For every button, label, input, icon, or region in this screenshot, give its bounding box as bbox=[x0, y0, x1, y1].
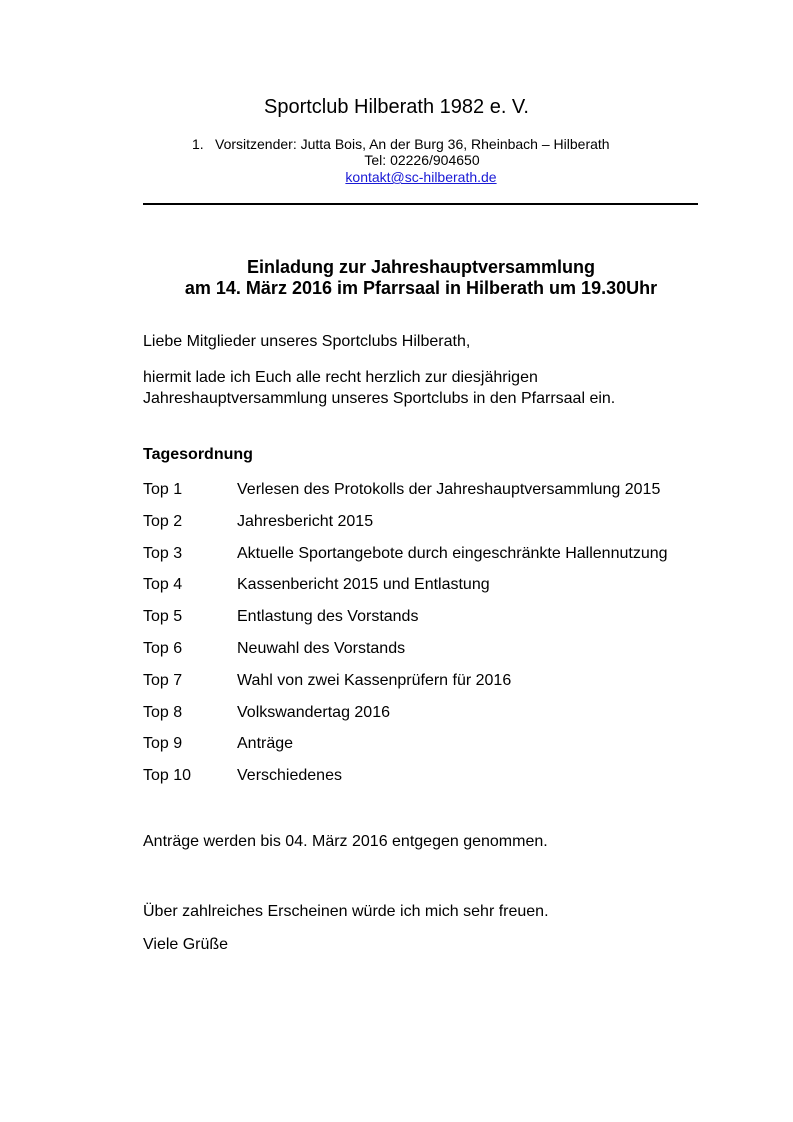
agenda-item-number: Top 8 bbox=[143, 703, 183, 721]
email-link[interactable]: kontakt@sc-hilberath.de bbox=[345, 169, 497, 185]
sign-off: Viele Grüße bbox=[143, 936, 229, 953]
agenda-item-number: Top 7 bbox=[143, 671, 183, 689]
motion-deadline: Anträge werden bis 04. März 2016 entgegen genommen. bbox=[143, 833, 548, 850]
chair-text: Vorsitzender: Jutta Bois, An der Burg 36, Rheinbach – Hilberath bbox=[215, 136, 610, 152]
agenda-item bbox=[143, 543, 703, 575]
agenda-item-text: Aktuelle Sportangebote durch eingeschränkte Hallennutzung bbox=[237, 544, 668, 562]
agenda-item bbox=[143, 479, 703, 511]
agenda-item-number: Top 6 bbox=[143, 639, 183, 657]
agenda-item-number: Top 4 bbox=[143, 576, 183, 594]
intro-line-1: hiermit lade ich Euch alle recht herzlich zur diesjährigen bbox=[143, 369, 538, 386]
agenda-item-text: Verlesen des Protokolls der Jahreshauptversammlung 2015 bbox=[237, 481, 661, 498]
agenda-item bbox=[143, 574, 703, 606]
agenda-item-text: Verschiedenes bbox=[237, 767, 342, 785]
title-line-2: am 14. März 2016 im Pfarrsaal in Hilberath um 19.30Uhr bbox=[184, 278, 658, 298]
greeting: Liebe Mitglieder unseres Sportclubs Hilberath, bbox=[143, 333, 471, 350]
agenda-item-number: Top 3 bbox=[143, 544, 183, 562]
agenda-item bbox=[143, 670, 703, 702]
agenda-item bbox=[143, 765, 703, 797]
agenda-item-text: Anträge bbox=[237, 735, 294, 753]
agenda-item bbox=[143, 638, 703, 670]
title-line-1: Einladung zur Jahreshauptversammlung bbox=[246, 257, 596, 277]
agenda-item-number: Top 10 bbox=[143, 767, 192, 785]
agenda-item-text: Wahl von zwei Kassenprüfern für 2016 bbox=[237, 671, 512, 689]
agenda-item-text: Entlastung des Vorstands bbox=[237, 608, 419, 626]
chair-contact-line bbox=[192, 136, 652, 152]
invitation-title bbox=[0, 257, 793, 299]
agenda-item-text: Neuwahl des Vorstands bbox=[237, 639, 406, 657]
phone-number: Tel: 02226/904650 bbox=[364, 152, 480, 168]
agenda-item bbox=[143, 511, 703, 543]
header-divider bbox=[143, 203, 698, 205]
agenda-item-text: Kassenbericht 2015 und Entlastung bbox=[237, 576, 490, 594]
agenda-item-number: Top 5 bbox=[143, 608, 183, 626]
agenda-item bbox=[143, 702, 703, 734]
agenda-heading: Tagesordnung bbox=[143, 446, 253, 463]
intro-line-2: Jahreshauptversammlung unseres Sportclubs in den Pfarrsaal ein. bbox=[143, 390, 616, 407]
closing-sentence: Über zahlreiches Erscheinen würde ich mich sehr freuen. bbox=[143, 903, 549, 920]
chair-number: 1. bbox=[192, 136, 204, 152]
agenda-item-number: Top 2 bbox=[143, 512, 183, 530]
agenda-item-text: Jahresbericht 2015 bbox=[237, 512, 374, 530]
email-line bbox=[0, 169, 793, 186]
agenda-item bbox=[143, 733, 703, 765]
agenda-list bbox=[143, 479, 703, 797]
intro-paragraph bbox=[143, 367, 703, 409]
agenda-item-number: Top 9 bbox=[143, 735, 183, 753]
agenda-item-text: Volkswandertag 2016 bbox=[237, 703, 390, 721]
agenda-item bbox=[143, 606, 703, 638]
agenda-item-number: Top 1 bbox=[143, 481, 183, 498]
club-name: Sportclub Hilberath 1982 e. V. bbox=[264, 96, 529, 118]
